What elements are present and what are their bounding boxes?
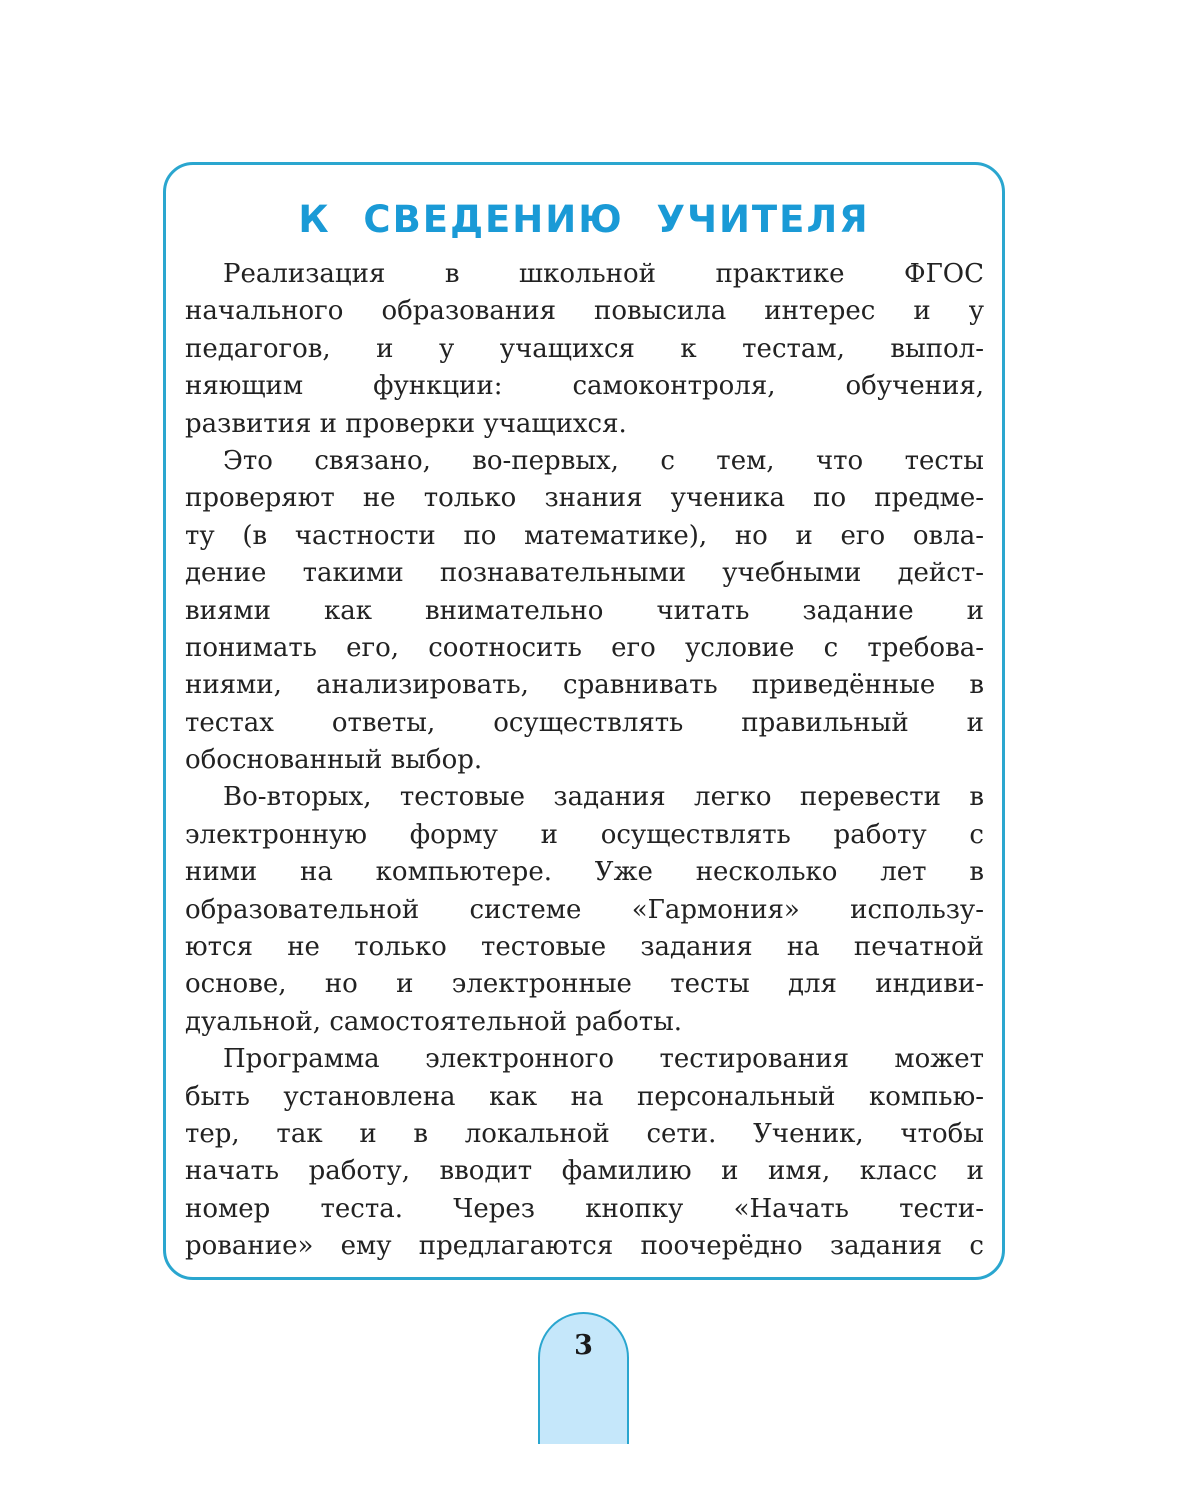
text-line: Это связано, во-первых, с тем, что тесты	[223, 445, 984, 476]
text-line: начального образования повысила интерес и у	[185, 296, 984, 327]
text-line: ниями, анализировать, сравнивать приведённые в	[185, 670, 984, 701]
text-line: виями как внимательно читать задание и	[185, 595, 984, 626]
text-line: электронную форму и осуществлять работу с	[185, 819, 984, 850]
text-line: дение такими познавательными учебными дейст-	[185, 558, 984, 589]
text-line: основе, но и электронные тесты для индиви-	[185, 969, 984, 1000]
page-title: К СВЕДЕНИЮ УЧИТЕЛЯ	[298, 198, 870, 241]
text-line: ту (в частности по математике), но и его овла-	[185, 520, 984, 551]
text-line: Реализация в школьной практике ФГОС	[223, 259, 984, 289]
body-text	[185, 256, 984, 1266]
text-line: проверяют не только знания ученика по предме-	[185, 483, 984, 514]
text-line: обоснованный выбор.	[185, 745, 483, 776]
text-line: дуальной, самостоятельной работы.	[185, 1006, 683, 1037]
text-line: ними на компьютере. Уже несколько лет в	[185, 857, 984, 888]
page-number: 3	[574, 1330, 593, 1361]
text-line: тестах ответы, осуществлять правильный и	[185, 707, 984, 738]
text-line: образовательной системе «Гармония» использу-	[185, 894, 984, 925]
text-line: Программа электронного тестирования может	[223, 1044, 984, 1075]
text-line: развития и проверки учащихся.	[185, 408, 627, 439]
text-line: понимать его, соотносить его условие с требова-	[185, 632, 984, 663]
text-line: номер теста. Через кнопку «Начать тести-	[185, 1193, 984, 1224]
text-line: Во-вторых, тестовые задания легко перевести в	[223, 782, 984, 813]
text-line: начать работу, вводит фамилию и имя, класс и	[185, 1156, 984, 1187]
text-line: педагогов, и у учащихся к тестам, выпол-	[185, 333, 984, 364]
text-line: быть установлена как на персональный компью-	[185, 1081, 984, 1112]
text-line: рование» ему предлагаются поочерёдно задания с	[185, 1231, 984, 1262]
text-line: няющим функции: самоконтроля, обучения,	[185, 371, 984, 402]
text-line: ются не только тестовые задания на печатной	[185, 932, 984, 963]
text-line: тер, так и в локальной сети. Ученик, чтобы	[185, 1118, 984, 1149]
